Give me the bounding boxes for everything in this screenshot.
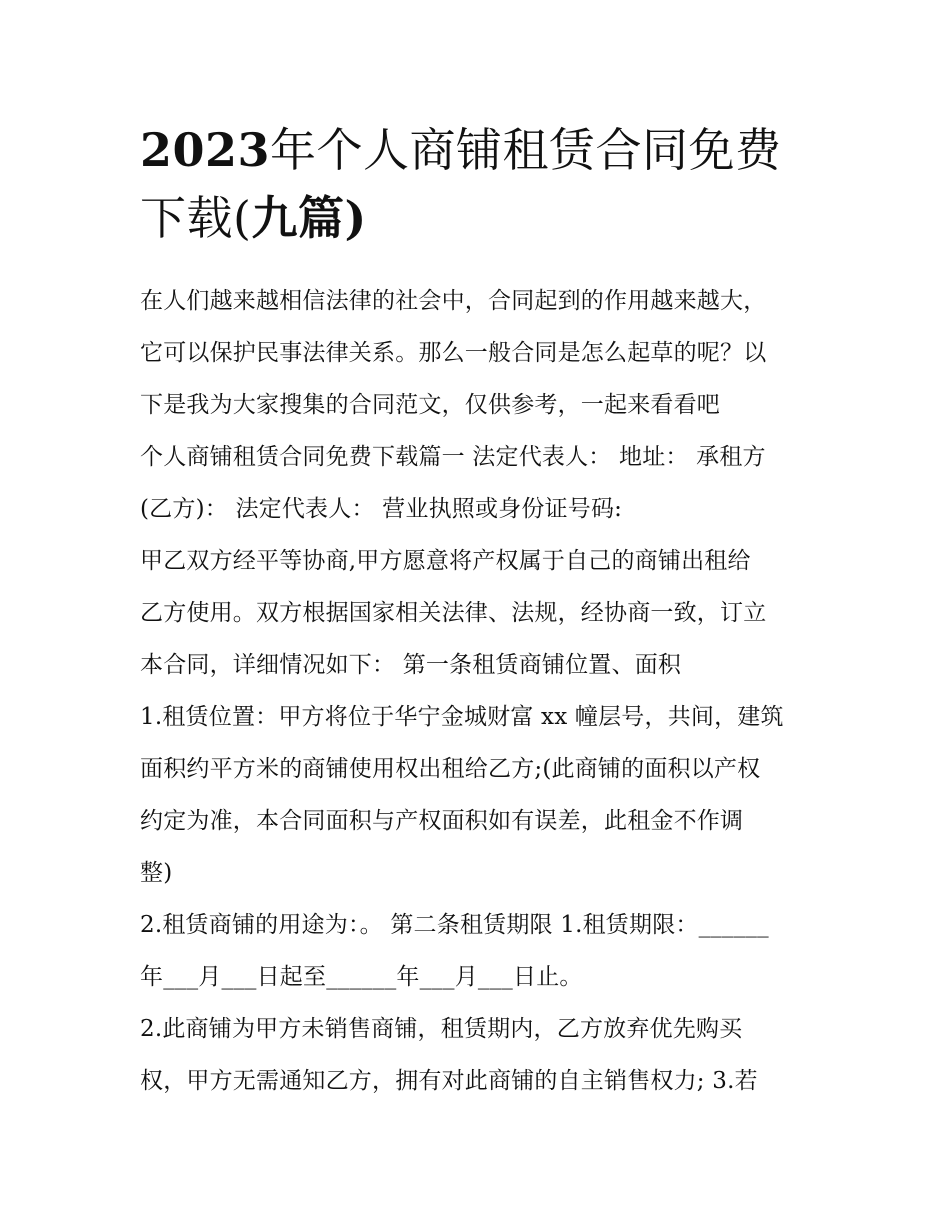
title-line-2-b: 九篇 [251, 191, 345, 245]
body-line: 年___月___日起至______年___月___日止。 [140, 964, 583, 990]
body-line: 2.租赁商铺的用途为：。 第二条租赁期限 1.租赁期限：______ [140, 912, 769, 938]
title-line-2 [140, 191, 367, 245]
document-title [140, 116, 820, 252]
body-line: 约定为准，本合同面积与产权面积如有误差，此租金不作调 [140, 808, 744, 834]
body-line: 本合同，详细情况如下： 第一条租赁商铺位置、面积 [140, 652, 682, 678]
title-year: 2023 [140, 123, 271, 177]
body-line: 个人商铺租赁合同免费下载篇一 法定代表人： 地址： 承租方 [140, 444, 766, 470]
body-line: 权，甲方无需通知乙方，拥有对此商铺的自主销售权力; 3.若 [140, 1068, 758, 1094]
title-line-2-c: ) [344, 191, 367, 245]
body-line: 整) [140, 860, 173, 886]
body-line: 在人们越来越相信法律的社会中，合同起到的作用越来越大， [140, 288, 767, 314]
body-line: 甲乙双方经平等协商,甲方愿意将产权属于自己的商铺出租给 [140, 548, 751, 574]
document-body [140, 275, 820, 1107]
title-line-2-a: 下载( [140, 191, 252, 245]
body-line: 乙方使用。双方根据国家相关法律、法规，经协商一致，订立 [140, 600, 767, 626]
body-line: 下是我为大家搜集的合同范文，仅供参考，一起来看看吧 [140, 392, 720, 418]
body-line: 2.此商铺为甲方未销售商铺，租赁期内，乙方放弃优先购买 [140, 1016, 743, 1042]
title-line-1 [140, 123, 782, 177]
body-line: 1.租赁位置：甲方将位于华宁金城财富 xx 幢层号，共间，建筑 [140, 704, 784, 730]
body-line: 它可以保护民事法律关系。那么一般合同是怎么起草的呢？以 [140, 340, 767, 366]
title-line-1-text: 年个人商铺租赁合同免费 [270, 123, 782, 177]
body-line: 面积约平方米的商铺使用权出租给乙方;(此商铺的面积以产权 [140, 756, 761, 782]
body-line: (乙方)： 法定代表人： 营业执照或身份证号码: [140, 496, 623, 522]
